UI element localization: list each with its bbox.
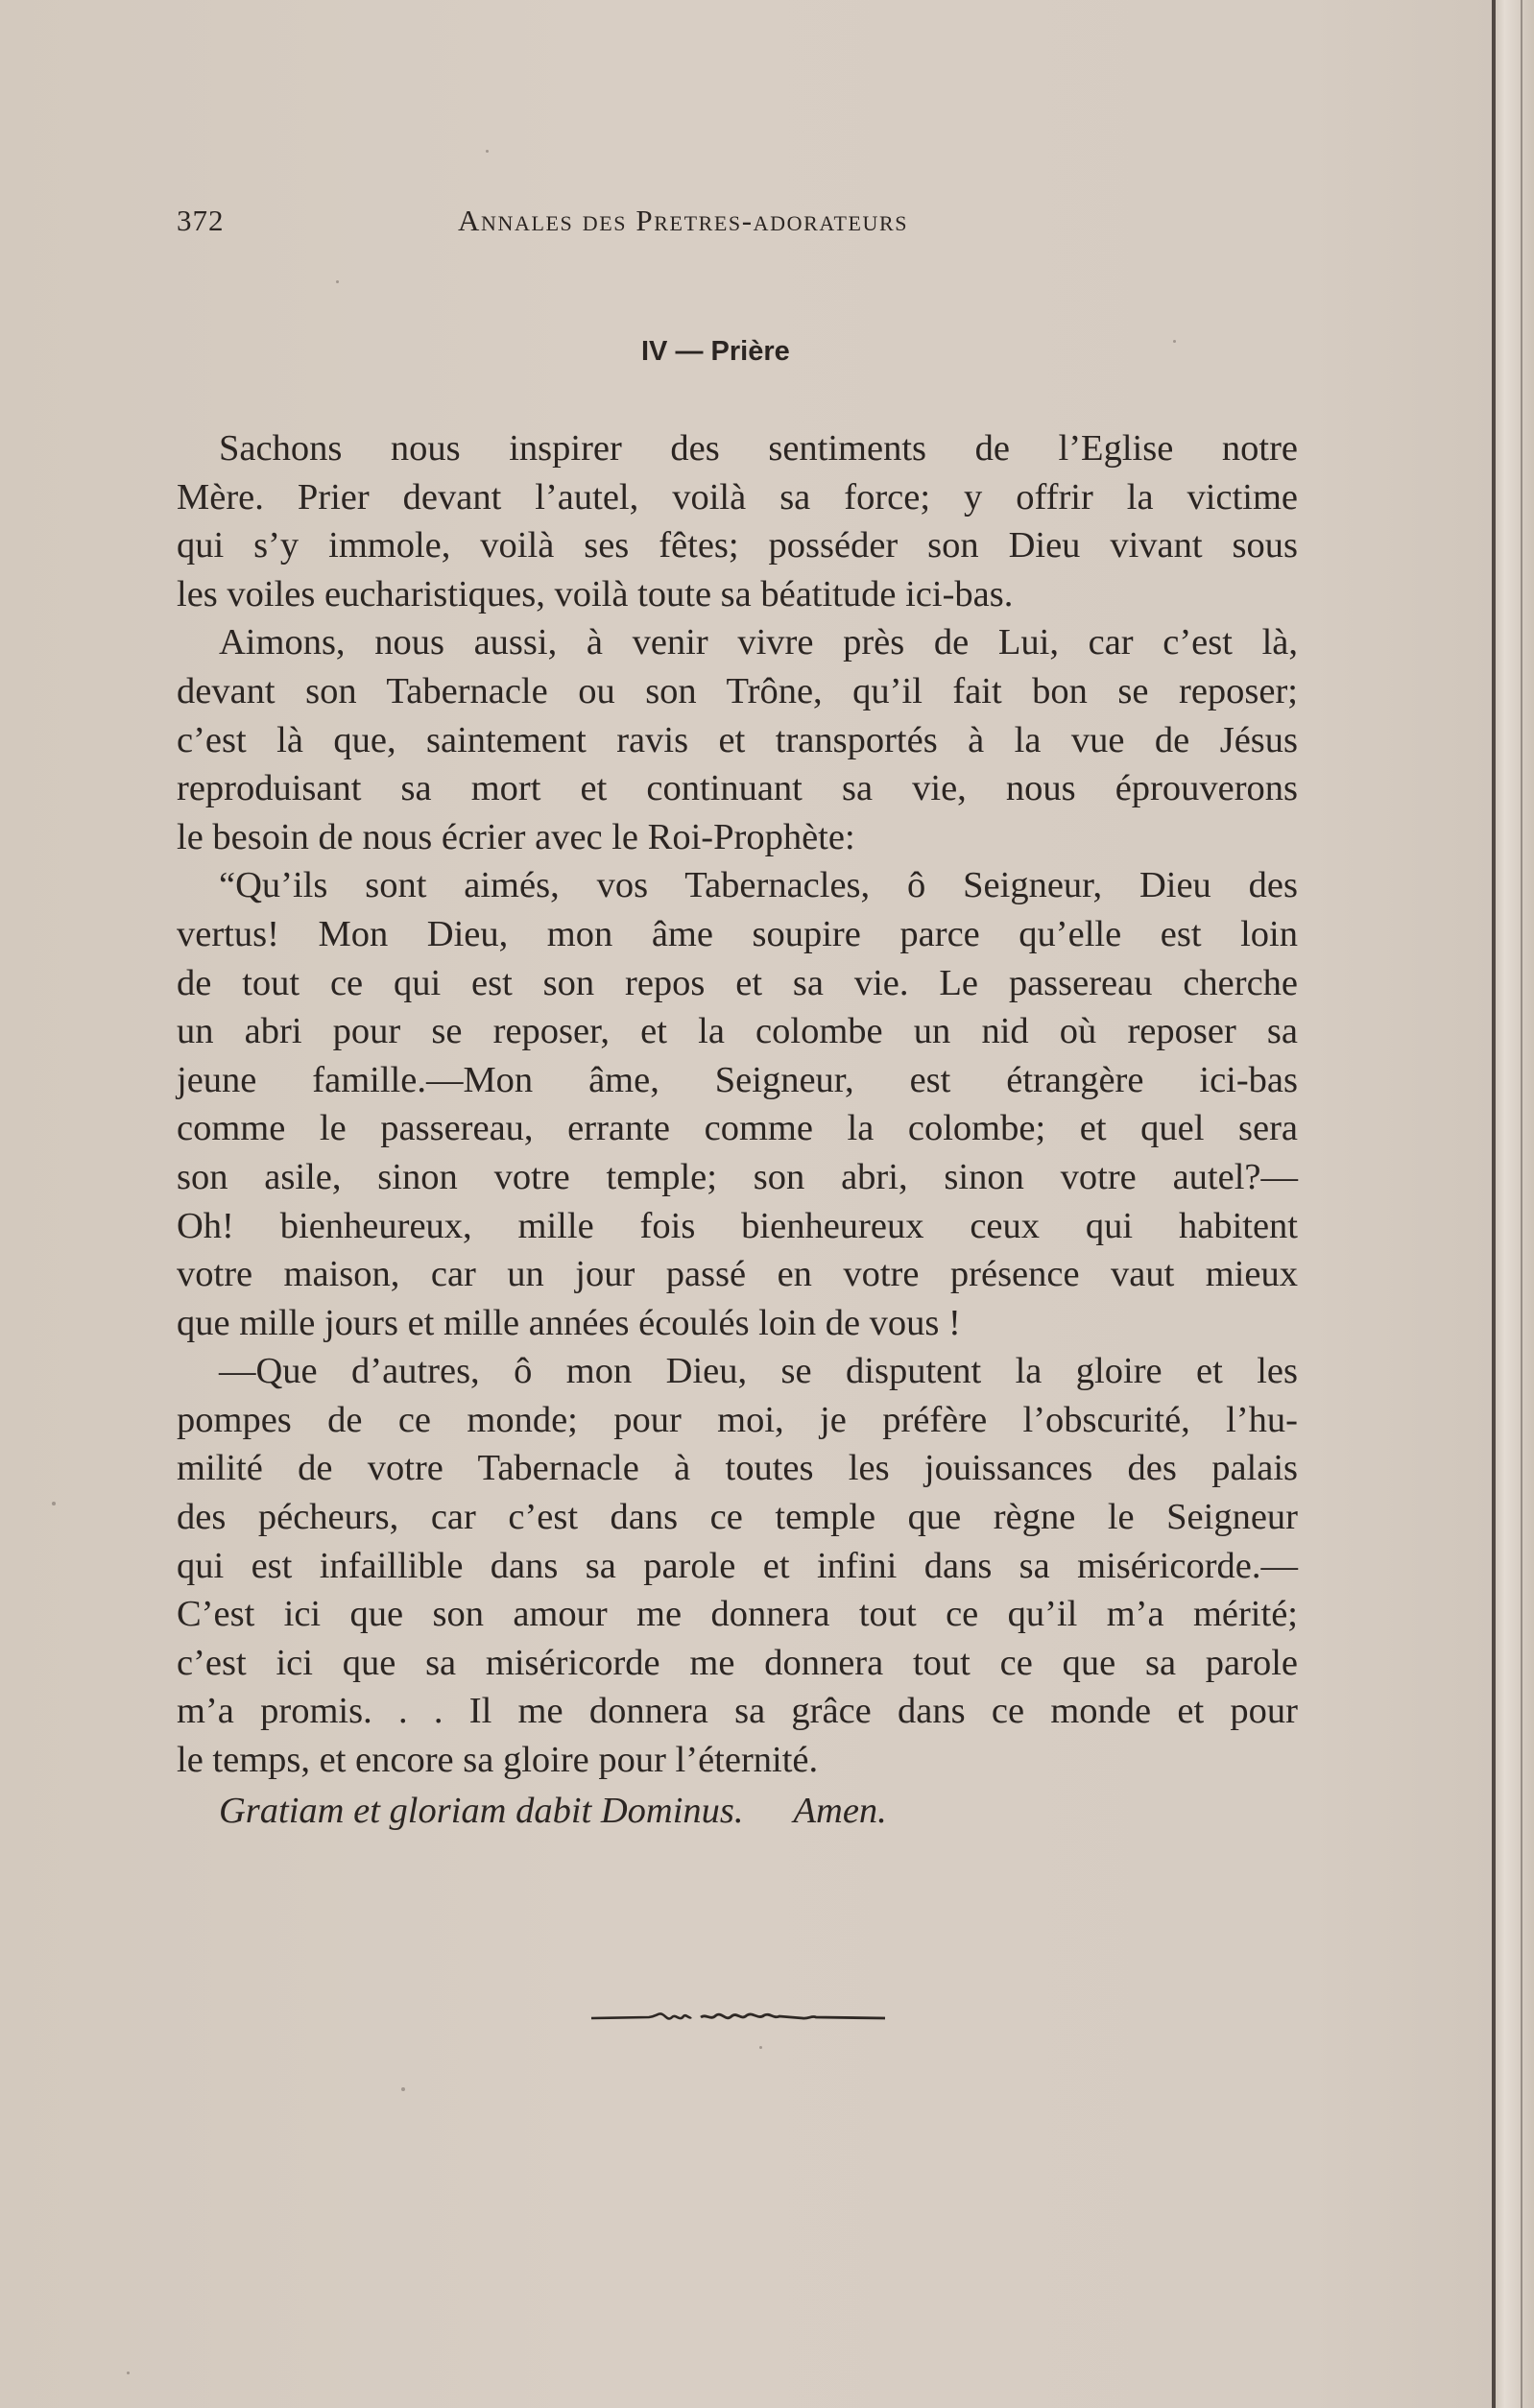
page-edge-line-outer xyxy=(1521,0,1522,2408)
text-line: Aimons, nous aussi, à venir vivre près de Lui, car c’est là, xyxy=(219,622,1298,663)
text-line: votre maison, car un jour passé en votre présence vaut mieux xyxy=(177,1254,1298,1295)
text-line: m’a promis. . . Il me donnera sa grâce dans ce monde et pour xyxy=(177,1691,1298,1732)
text-line: les voiles eucharistiques, voilà toute sa béatitude ici-bas. xyxy=(177,573,1014,614)
paper-speck xyxy=(486,150,489,153)
text-line: Sachons nous inspirer des sentiments de l’Eglise notre xyxy=(219,428,1298,469)
paper-speck xyxy=(336,280,339,283)
text-line: Oh! bienheureux, mille fois bienheureux ceux qui habitent xyxy=(177,1205,1298,1246)
text-line: le temps, et encore sa gloire pour l’éternité. xyxy=(177,1740,819,1781)
text-line: milité de votre Tabernacle à toutes les jouissances des palais xyxy=(177,1448,1298,1489)
text-line: jeune famille.—Mon âme, Seigneur, est étrangère ici-bas xyxy=(177,1059,1298,1100)
closing-latin: Gratiam et gloriam dabit Dominus. xyxy=(219,1790,744,1831)
text-line: comme le passereau, errante comme la colombe; et quel sera xyxy=(177,1108,1298,1149)
paper-speck xyxy=(1173,340,1176,343)
text-line: c’est là que, saintement ravis et transportés à la vue de Jésus xyxy=(177,719,1298,760)
page-number: 372 xyxy=(177,204,225,237)
text-line: qui s’y immole, voilà ses fêtes; posséder son Dieu vivant sous xyxy=(177,525,1298,566)
text-line: le besoin de nous écrier avec le Roi-Prophète: xyxy=(177,816,855,857)
paper-speck xyxy=(127,2372,130,2374)
text-line: devant son Tabernacle ou son Trône, qu’il fait bon se reposer; xyxy=(177,670,1298,711)
body-text xyxy=(177,424,1298,1835)
closing-amen: Amen. xyxy=(793,1790,887,1831)
paper-speck xyxy=(52,1502,56,1505)
running-title: Annales des Pretres-adorateurs xyxy=(458,204,909,237)
text-line: un abri pour se reposer, et la colombe un nid où reposer sa xyxy=(177,1011,1298,1052)
text-line: que mille jours et mille années écoulés loin de vous ! xyxy=(177,1302,961,1343)
text-line: reproduisant sa mort et continuant sa vie, nous éprouverons xyxy=(177,768,1298,809)
text-line: pompes de ce monde; pour moi, je préfère l’obscurité, l’hu- xyxy=(177,1399,1298,1440)
text-line: de tout ce qui est son repos et sa vie. Le passereau cherche xyxy=(177,962,1298,1003)
text-line: Mère. Prier devant l’autel, voilà sa force; y offrir la victime xyxy=(177,476,1298,518)
paper-speck xyxy=(401,2087,405,2091)
running-head xyxy=(177,204,1329,246)
text-line: son asile, sinon votre temple; son abri, sinon votre autel?— xyxy=(177,1156,1298,1197)
page-edge xyxy=(1492,0,1534,2408)
section-title: IV — Prière xyxy=(641,336,790,367)
text-line: des pécheurs, car c’est dans ce temple que règne le Seigneur xyxy=(177,1497,1298,1538)
decorative-rule-icon xyxy=(589,2003,887,2032)
text-line: qui est infaillible dans sa parole et infini dans sa miséricorde.— xyxy=(177,1545,1298,1586)
closing-line xyxy=(177,1787,1298,1836)
text-line: —Que d’autres, ô mon Dieu, se disputent la gloire et les xyxy=(219,1351,1298,1392)
text-line: vertus! Mon Dieu, mon âme soupire parce qu’elle est loin xyxy=(177,913,1298,954)
text-line: c’est ici que sa miséricorde me donnera tout ce que sa parole xyxy=(177,1642,1298,1683)
page-edge-line xyxy=(1492,0,1496,2408)
paper-speck xyxy=(759,2046,762,2049)
text-line: “Qu’ils sont aimés, vos Tabernacles, ô Seigneur, Dieu des xyxy=(219,865,1298,906)
text-line: C’est ici que son amour me donnera tout ce qu’il m’a mérité; xyxy=(177,1594,1298,1635)
